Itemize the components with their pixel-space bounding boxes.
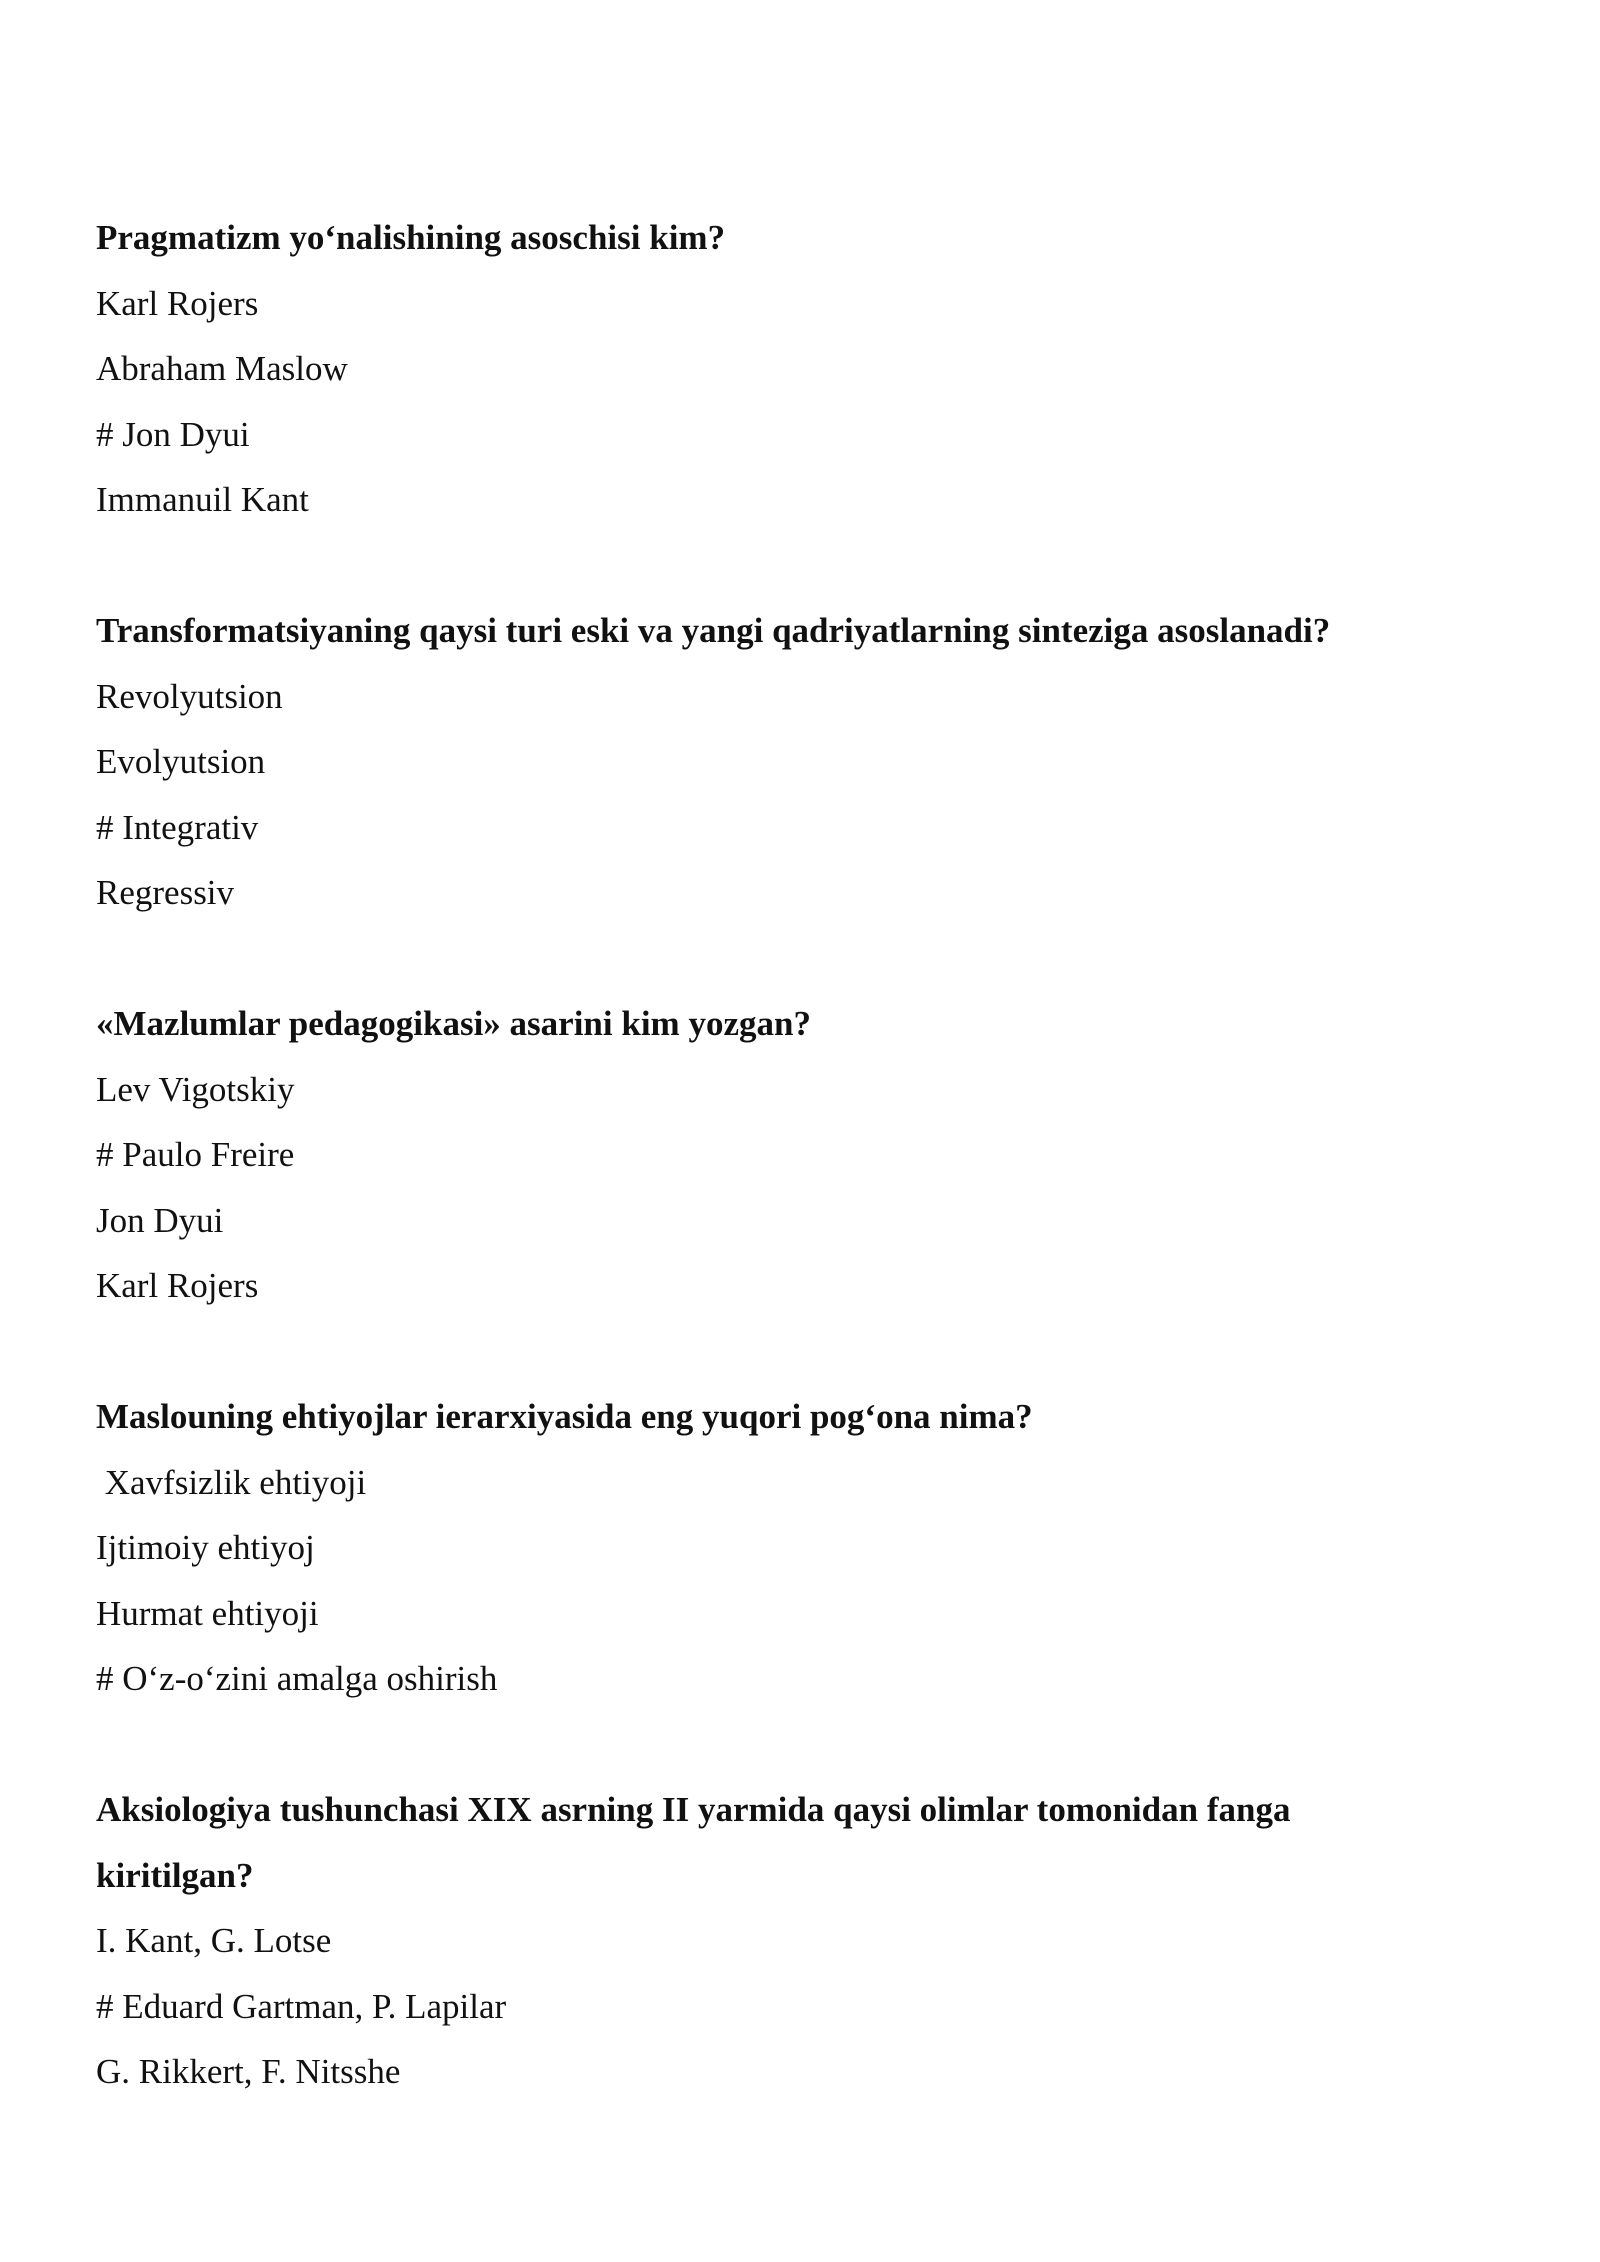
answer-option-correct: # Integrativ [96,807,259,847]
answer-option: Evolyutsion [96,742,266,781]
answer-option: Regressiv [96,873,235,912]
question-block-5 [96,1777,1516,2105]
block-spacer [96,926,1516,992]
answer-option: Ijtimoiy ehtiyoj [96,1528,315,1567]
question-block-4 [96,1384,1516,1712]
question-text: «Mazlumlar pedagogikasi» asarini kim yozgan? [96,1004,811,1043]
answer-option: G. Rikkert, F. Nitsshe [96,2052,401,2091]
answer-option-correct: # Paulo Freire [96,1135,295,1174]
block-spacer [96,1712,1516,1778]
answer-option: Revolyutsion [96,676,283,716]
answer-option-correct: # Jon Dyui [96,414,250,454]
answer-option: Immanuil Kant [96,480,309,519]
question-block-2 [96,598,1516,926]
answer-option: Karl Rojers [96,283,259,323]
answer-option: Jon Dyui [96,1200,224,1240]
question-text: Maslouning ehtiyojlar ierarxiyasida eng yuqori pog‘ona nima? [96,1397,1033,1436]
question-block-1 [96,205,1516,533]
block-spacer [96,533,1516,599]
question-text: Pragmatizm yo‘nalishining asoschisi kim? [96,218,726,257]
answer-option: Karl Rojers [96,1266,259,1305]
answer-option: Xavfsizlik ehtiyoji [96,1462,367,1502]
answer-option-correct: # Eduard Gartman, P. Lapilar [96,1986,507,2026]
answer-option: Lev Vigotskiy [96,1069,295,1109]
answer-option: Abraham Maslow [96,349,348,388]
question-text: Transformatsiyaning qaysi turi eski va yangi qadriyatlarning sinteziga asoslanadi? [96,611,1331,650]
question-block-3 [96,991,1516,1319]
answer-option-correct: # O‘z-o‘zini amalga oshirish [96,1659,498,1698]
question-text: Aksiologiya tushunchasi XIX asrning II yarmida qaysi olimlar tomonidan fanga kiritilgan? [96,1790,1291,1895]
block-spacer [96,1319,1516,1385]
answer-option: I. Kant, G. Lotse [96,1921,332,1960]
document-page [96,205,1516,2105]
answer-option: Hurmat ehtiyoji [96,1593,319,1633]
